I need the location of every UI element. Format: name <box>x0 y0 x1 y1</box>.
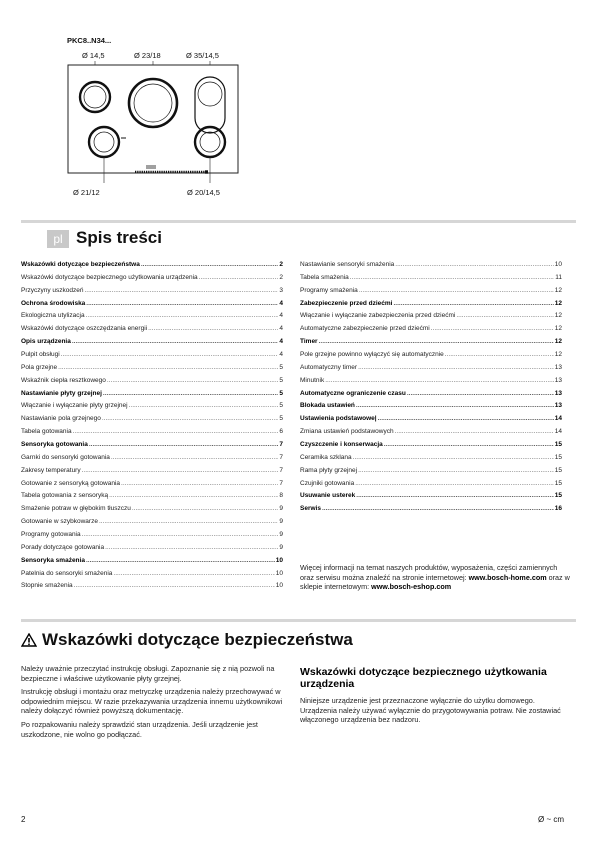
toc-leader-dots <box>72 338 279 345</box>
toc-entry-page: 9 <box>279 531 283 539</box>
toc-entry[interactable] <box>300 441 562 454</box>
toc-entry-page: 13 <box>554 402 562 410</box>
toc-leader-dots <box>445 351 554 358</box>
toc-entry-page: 7 <box>279 466 283 474</box>
toc-entry[interactable] <box>21 351 283 364</box>
toc-entry-title: Wskazówki dotyczące bezpieczeństwa <box>21 261 140 268</box>
toc-entry-page: 5 <box>279 415 283 423</box>
zone-label-bottom-right: Ø 20/14,5 <box>187 188 220 197</box>
toc-leader-dots <box>86 300 278 307</box>
toc-entry[interactable] <box>21 557 283 570</box>
toc-right-column <box>300 261 562 518</box>
zone-label-top-right: Ø 35/14,5 <box>186 51 219 60</box>
toc-leader-dots <box>141 261 279 268</box>
toc-entry[interactable] <box>300 351 562 364</box>
toc-entry-title: Ceramika szklana <box>300 453 352 461</box>
toc-entry-page: 4 <box>279 325 283 333</box>
toc-entry-title: Przyczyny uszkodzeń <box>21 286 84 294</box>
toc-leader-dots <box>199 274 279 281</box>
page-number: 2 <box>21 815 26 824</box>
safety-left-column <box>21 664 283 743</box>
toc-entry[interactable] <box>21 402 283 415</box>
toc-entry[interactable] <box>300 467 562 480</box>
toc-leader-dots <box>353 454 554 461</box>
toc-entry-page: 4 <box>279 299 283 307</box>
toc-entry[interactable] <box>21 274 283 287</box>
toc-entry-title: Minutnik <box>300 376 325 384</box>
paragraph: Po rozpakowaniu należy sprawdzić stan urządzenia. Jeśli urządzenie jest uszkodzone, nie wolno go podłączać. <box>21 719 258 739</box>
toc-entry-title: Programy gotowania <box>21 531 81 539</box>
toc-entry-page: 9 <box>279 518 283 526</box>
toc-leader-dots <box>61 351 279 358</box>
toc-entry-title: Sensoryka gotowania <box>21 441 88 449</box>
warning-icon <box>21 633 37 647</box>
toc-leader-dots <box>89 441 279 448</box>
toc-entry[interactable] <box>21 570 283 583</box>
toc-entry[interactable] <box>21 390 283 403</box>
toc-entry-title: Zabezpieczenie przed dziećmi <box>300 299 393 307</box>
toc-entry[interactable] <box>21 582 283 595</box>
toc-entry[interactable] <box>21 261 283 274</box>
toc-entry[interactable] <box>300 492 562 505</box>
toc-entry-title: Ochrona środowiska <box>21 299 86 307</box>
toc-entry-page: 4 <box>279 351 283 359</box>
toc-entry[interactable] <box>21 338 283 351</box>
toc-entry-title: Serwis <box>300 505 321 513</box>
toc-entry-page: 14 <box>554 415 562 423</box>
paragraph: Niniejsze urządzenie jest przeznaczone wyłącznie do użytku domowego. Urządzenia należy używać wyłącznie do przygotowywania potraw. Nie zostawiać włączonego urządzenia bez nadzoru. <box>300 696 561 725</box>
toc-entry-page: 12 <box>554 299 562 307</box>
toc-entry-page: 5 <box>279 376 283 384</box>
toc-entry[interactable] <box>21 467 283 480</box>
toc-entry-title: Automatyczne zabezpieczenie przed dziećmi <box>300 325 430 333</box>
toc-entry-title: Automatyczne ograniczenie czasu <box>300 389 406 397</box>
toc-entry-page: 5 <box>279 402 283 410</box>
toc-entry[interactable] <box>300 454 562 467</box>
toc-leader-dots <box>319 338 554 345</box>
toc-entry[interactable] <box>300 415 562 428</box>
toc-leader-dots <box>73 428 279 435</box>
toc-leader-dots <box>355 480 554 487</box>
toc-leader-dots <box>407 390 554 397</box>
toc-entry-title: Blokada ustawień <box>300 402 355 410</box>
toc-leader-dots <box>82 531 279 538</box>
section-divider <box>21 619 576 622</box>
toc-leader-dots <box>395 428 554 435</box>
toc-entry-page: 6 <box>279 428 283 436</box>
toc-leader-dots <box>322 505 554 512</box>
toc-entry-title: Pola grzejne <box>21 363 58 371</box>
zone-label-top-left: Ø 14,5 <box>82 51 105 60</box>
toc-entry[interactable] <box>300 261 562 274</box>
toc-entry[interactable] <box>21 454 283 467</box>
toc-entry-title: Włączanie i wyłączanie płyty grzejnej <box>21 402 128 410</box>
toc-entry[interactable] <box>21 364 283 377</box>
toc-entry[interactable] <box>300 377 562 390</box>
toc-leader-dots <box>111 454 278 461</box>
toc-leader-dots <box>103 390 278 397</box>
toc-leader-dots <box>113 570 274 577</box>
toc-entry[interactable] <box>21 300 283 313</box>
sub-heading: Wskazówki dotyczące bezpiecznego użytkowania urządzenia <box>300 666 547 690</box>
toc-entry-title: Czyszczenie i konserwacja <box>300 441 383 449</box>
toc-entry[interactable] <box>300 428 562 441</box>
toc-entry[interactable] <box>300 300 562 313</box>
toc-leader-dots <box>85 287 279 294</box>
toc-leader-dots <box>325 377 554 384</box>
toc-entry-page: 10 <box>554 261 562 268</box>
info-text-2: oraz w sklepie internetowym: <box>300 572 570 592</box>
toc-entry-page: 5 <box>279 389 283 397</box>
toc-entry-title: Porady dotyczące gotowania <box>21 543 105 551</box>
toc-entry-page: 8 <box>279 492 283 500</box>
toc-left-column <box>21 261 283 595</box>
toc-entry-title: Patelnia do sensoryki smażenia <box>21 569 113 577</box>
toc-entry-page: 4 <box>279 312 283 320</box>
toc-entry-page: 16 <box>554 505 562 513</box>
toc-leader-dots <box>121 480 278 487</box>
safety-right-column <box>300 667 568 729</box>
toc-leader-dots <box>431 325 554 332</box>
toc-entry[interactable] <box>21 415 283 428</box>
toc-entry-page: 15 <box>554 441 562 449</box>
toc-entry-title: Ustawienia podstawowe| <box>300 415 377 423</box>
toc-entry-title: Tabela gotowania <box>21 428 72 436</box>
toc-leader-dots <box>378 415 554 422</box>
toc-entry-title: Smażenie potraw w głębokim tłuszczu <box>21 505 131 513</box>
toc-entry[interactable] <box>300 364 562 377</box>
toc-entry-title: Pulpit obsługi <box>21 351 60 359</box>
toc-leader-dots <box>58 364 278 371</box>
paragraph: Należy uważnie przeczytać instrukcję obsługi. Zapoznanie się z nią pozwoli na bezpieczne i właściwe użytkowanie płyty grzejnej. <box>21 664 275 683</box>
toc-entry-title: Programy smażenia <box>300 286 358 294</box>
toc-entry[interactable] <box>300 325 562 338</box>
toc-entry-page: 10 <box>275 556 283 564</box>
toc-entry[interactable] <box>300 390 562 403</box>
toc-entry[interactable] <box>300 274 562 287</box>
unit-note: Ø ~ cm <box>538 815 565 824</box>
toc-leader-dots <box>356 492 553 499</box>
eshop-link[interactable]: www.bosch-eshop.com <box>371 582 452 592</box>
toc-entry-title: Nastawianie pola grzejnego <box>21 415 101 423</box>
toc-entry-page: 15 <box>554 479 562 487</box>
toc-entry[interactable] <box>300 338 562 351</box>
toc-entry-page: 12 <box>554 286 562 294</box>
toc-entry-title: Rama płyty grzejnej <box>300 466 358 474</box>
toc-leader-dots <box>105 544 278 551</box>
toc-entry[interactable] <box>21 325 283 338</box>
website-link[interactable]: www.bosch-home.com <box>468 572 547 582</box>
toc-entry-title: Gotowanie z sensoryką gotowania <box>21 479 121 487</box>
toc-leader-dots <box>132 505 279 512</box>
toc-entry-page: 9 <box>279 543 283 551</box>
toc-entry[interactable] <box>21 287 283 300</box>
zone-label-top-center: Ø 23/18 <box>134 51 161 60</box>
toc-leader-dots <box>358 364 554 371</box>
toc-entry-title: Wskazówki dotyczące bezpiecznego użytkowania urządzenia <box>21 273 198 281</box>
toc-entry-page: 10 <box>275 582 283 590</box>
toc-entry-page: 4 <box>279 338 283 346</box>
toc-leader-dots <box>74 582 275 589</box>
toc-leader-dots <box>384 441 554 448</box>
hob-diagram <box>60 55 245 190</box>
toc-entry-page: 3 <box>279 286 283 294</box>
toc-entry[interactable] <box>300 480 562 493</box>
zone-label-bottom-left: Ø 21/12 <box>73 188 100 197</box>
toc-leader-dots <box>107 377 278 384</box>
toc-entry[interactable] <box>300 287 562 300</box>
toc-entry-page: 12 <box>554 325 562 333</box>
toc-entry-title: Stopnie smażenia <box>21 582 73 590</box>
toc-entry[interactable] <box>300 402 562 415</box>
toc-entry[interactable] <box>21 441 283 454</box>
toc-entry-title: Nastawianie płyty grzejnej <box>21 389 102 397</box>
toc-title: Spis treści <box>76 228 162 247</box>
toc-leader-dots <box>456 312 553 319</box>
toc-entry[interactable] <box>300 505 562 518</box>
toc-leader-dots <box>359 287 554 294</box>
toc-leader-dots <box>395 261 553 268</box>
toc-entry-title: Zmiana ustawień podstawowych <box>300 428 394 436</box>
toc-entry-page: 2 <box>279 261 283 268</box>
toc-entry-title: Gotowanie w szybkowarze <box>21 518 98 526</box>
toc-entry-title: Włączanie i wyłączanie zabezpieczenia przed dziećmi <box>300 312 456 320</box>
toc-entry[interactable] <box>21 505 283 518</box>
toc-entry-page: 13 <box>554 376 562 384</box>
toc-entry-page: 7 <box>279 441 283 449</box>
toc-entry-title: Wskazówki dotyczące oszczędzania energii <box>21 325 148 333</box>
toc-entry-title: Wskaźnik ciepła resztkowego <box>21 376 106 384</box>
toc-entry-page: 15 <box>554 492 562 500</box>
safety-heading <box>21 630 353 650</box>
paragraph: Instrukcję obsługi i montażu oraz metryczkę urządzenia należy przechowywać w odpowiednim miejscu. W razie przekazywania urządzenia innemu użytkownikowi należy dołączyć również powyższą dokumentację. <box>21 687 283 716</box>
toc-entry-page: 12 <box>554 351 562 359</box>
toc-leader-dots <box>99 518 278 525</box>
toc-entry-page: 2 <box>279 273 283 281</box>
toc-entry-page: 7 <box>279 479 283 487</box>
toc-leader-dots <box>129 402 279 409</box>
toc-entry-title: Tabela gotowania z sensoryką <box>21 492 109 500</box>
toc-leader-dots <box>148 325 278 332</box>
toc-entry-title: Timer <box>300 338 318 346</box>
toc-entry-page: 14 <box>554 428 562 436</box>
toc-entry[interactable] <box>21 377 283 390</box>
toc-entry-title: Nastawianie sensoryki smażenia <box>300 261 395 268</box>
model-number: PKC8..N34... <box>67 36 112 45</box>
toc-entry-title: Garnki do sensoryki gotowania <box>21 453 110 461</box>
toc-entry-title: Pole grzejne powinno wyłączyć się automatycznie <box>300 351 444 359</box>
toc-leader-dots <box>86 312 279 319</box>
toc-entry[interactable] <box>21 312 283 325</box>
toc-leader-dots <box>356 402 554 409</box>
toc-entry-page: 11 <box>555 273 562 281</box>
toc-leader-dots <box>109 492 278 499</box>
more-info-note <box>300 563 570 592</box>
toc-entry-page: 10 <box>275 569 283 577</box>
toc-entry[interactable] <box>300 312 562 325</box>
section-divider <box>21 220 576 223</box>
toc-entry-title: Sensoryka smażenia <box>21 556 85 564</box>
toc-entry-title: Ekologiczna utylizacja <box>21 312 85 320</box>
toc-entry-page: 7 <box>279 453 283 461</box>
toc-entry[interactable] <box>21 492 283 505</box>
toc-entry-page: 12 <box>554 312 562 320</box>
toc-entry-page: 9 <box>279 505 283 513</box>
toc-entry-page: 15 <box>554 466 562 474</box>
toc-entry[interactable] <box>21 544 283 557</box>
toc-leader-dots <box>102 415 279 422</box>
toc-entry[interactable] <box>21 428 283 441</box>
toc-leader-dots <box>86 557 275 564</box>
toc-entry-page: 12 <box>554 338 562 346</box>
safety-title: Wskazówki dotyczące bezpieczeństwa <box>42 630 353 649</box>
toc-leader-dots <box>350 274 554 281</box>
language-badge: pl <box>47 230 69 248</box>
toc-entry-title: Opis urządzenia <box>21 338 71 346</box>
toc-entry[interactable] <box>21 480 283 493</box>
control-end-mark <box>205 170 208 173</box>
toc-entry-title: Czujniki gotowania <box>300 479 355 487</box>
toc-leader-dots <box>393 300 553 307</box>
toc-leader-dots <box>358 467 554 474</box>
toc-entry-title: Zakresy temperatury <box>21 466 81 474</box>
toc-entry[interactable] <box>21 518 283 531</box>
info-text-1: Więcej informacji na temat naszych produktów, wyposażenia, części zamiennych oraz serwisu można znaleźć na stronie internetowej: <box>300 563 558 582</box>
toc-entry-page: 13 <box>554 389 562 397</box>
toc-entry-page: 5 <box>279 363 283 371</box>
toc-leader-dots <box>82 467 279 474</box>
toc-entry[interactable] <box>21 531 283 544</box>
toc-entry-page: 15 <box>554 453 562 461</box>
toc-entry-page: 13 <box>554 363 562 371</box>
toc-entry-title: Automatyczny timer <box>300 363 358 371</box>
toc-entry-title: Tabela smażenia <box>300 273 349 281</box>
toc-entry-title: Usuwanie usterek <box>300 492 356 500</box>
